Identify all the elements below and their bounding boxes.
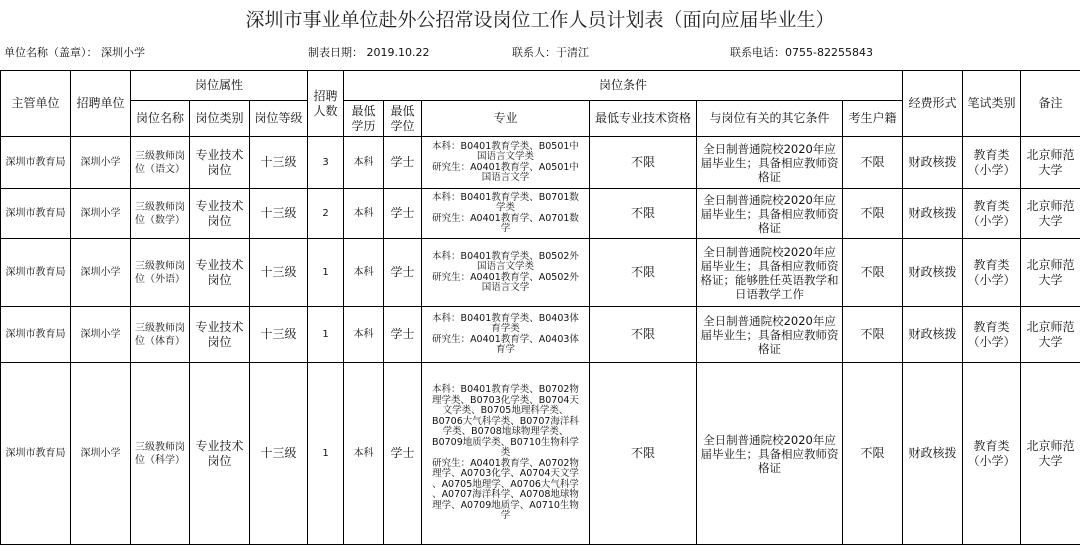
cell-fund: 财政核拨: [903, 307, 963, 363]
major-line: 本科：B0401教育学类、B0403体: [432, 312, 579, 324]
cell-degree: 学士: [384, 137, 422, 189]
cell-fund: 财政核拨: [903, 363, 963, 545]
cell-hukou: 不限: [843, 363, 903, 545]
cell-note: 北京师范大学: [1021, 239, 1080, 307]
major-line: 研究生：A0401教育学、A0702物: [432, 457, 579, 469]
cell-count: 1: [308, 363, 344, 545]
cell-edu: 本科: [344, 363, 384, 545]
major-line: 育学类: [491, 323, 520, 334]
header-name: 岗位名称: [131, 101, 190, 137]
cell-major: [422, 189, 590, 239]
major-line: 类: [500, 447, 511, 459]
cell-level: 十三级: [250, 189, 308, 239]
unit-name: 单位名称（盖章）： 深圳小学: [4, 46, 145, 59]
table-row: [1, 307, 1080, 363]
major-line: 学类: [495, 202, 515, 213]
cell-tech: 不限: [590, 363, 697, 545]
table-row: [1, 363, 1080, 545]
cell-count: 1: [308, 307, 344, 363]
cell-dept: 深圳市教育局: [1, 239, 71, 307]
cell-major: [422, 239, 590, 307]
cell-dept: 深圳市教育局: [1, 307, 71, 363]
cell-count: 3: [308, 137, 344, 189]
cell-exam: 教育类（小学）: [963, 189, 1021, 239]
cell-count: 2: [308, 189, 344, 239]
cell-degree: 学士: [384, 189, 422, 239]
cell-other: 全日制普通院校2020年应届毕业生；具备相应教师资格证: [697, 307, 843, 363]
cell-degree: 学士: [384, 363, 422, 545]
cell-fund: 财政核拨: [903, 239, 963, 307]
cell-unit: 深圳小学: [71, 137, 131, 189]
header-other: 与岗位有关的其它条件: [697, 101, 843, 137]
major-line: 研究生：A0401教育学、A0403体: [432, 333, 579, 345]
cell-level: 十三级: [250, 363, 308, 545]
major-line: 本科：B0401教育学类、B0502外: [432, 250, 579, 262]
major-line: 理学、A0703化学、A0704天文学: [432, 468, 579, 480]
cell-fund: 财政核拨: [903, 189, 963, 239]
cell-name: 三级教师岗位（科学）: [131, 363, 190, 545]
major-line: 、A0705地理学、A0706大气科学: [432, 478, 579, 490]
cell-hukou: 不限: [843, 239, 903, 307]
header-edu: 最低学历: [344, 101, 384, 137]
cell-cat: 专业技术岗位: [190, 239, 250, 307]
cell-name: 三级教师岗位（体育）: [131, 307, 190, 363]
plan-table: [0, 70, 1080, 545]
cell-edu: 本科: [344, 137, 384, 189]
cell-exam: 教育类（小学）: [963, 307, 1021, 363]
cell-name: 三级教师岗位（语文）: [131, 137, 190, 189]
cell-other: 全日制普通院校2020年应届毕业生；具备相应教师资格证；能够胜任英语教学和日语教学工作: [697, 239, 843, 307]
major-line: 理学、A0709地质学、A0710生物: [432, 499, 579, 511]
cell-fund: 财政核拨: [903, 137, 963, 189]
page-title: 深圳市事业单位赴外公招常设岗位工作人员计划表（面向应届毕业生）: [245, 9, 835, 31]
cell-note: 北京师范大学: [1021, 363, 1080, 545]
header-level: 岗位等级: [250, 101, 308, 137]
cell-dept: 深圳市教育局: [1, 363, 71, 545]
cell-name: 三级教师岗位（数学）: [131, 189, 190, 239]
cell-edu: 本科: [344, 239, 384, 307]
cell-edu: 本科: [344, 307, 384, 363]
major-line: 研究生：A0401教育学、A0701数: [432, 212, 579, 224]
table-row: [1, 239, 1080, 307]
header-major: 专业: [422, 101, 590, 137]
cell-note: 北京师范大学: [1021, 307, 1080, 363]
major-line: 研究生：A0401教育学、A0502外: [432, 271, 579, 283]
major-line: 理学类、B0703化学类、B0704天: [432, 394, 579, 406]
table-date: 制表日期： 2019.10.22: [308, 46, 430, 59]
cell-major: [422, 307, 590, 363]
cell-hukou: 不限: [843, 189, 903, 239]
cell-major: [422, 363, 590, 545]
header-cat: 岗位类别: [190, 101, 250, 137]
major-line: 育学: [495, 344, 515, 355]
major-line: 国语言文学类: [476, 261, 534, 272]
major-line: 学: [500, 510, 511, 522]
header-degree: 最低学位: [384, 101, 422, 137]
cell-dept: 深圳市教育局: [1, 137, 71, 189]
cell-cat: 专业技术岗位: [190, 307, 250, 363]
major-line: 研究生：A0401教育学、A0501中: [432, 161, 579, 173]
header-cond: 岗位条件: [344, 71, 903, 101]
cell-unit: 深圳小学: [71, 363, 131, 545]
cell-exam: 教育类（小学）: [963, 137, 1021, 189]
cell-degree: 学士: [384, 239, 422, 307]
cell-level: 十三级: [250, 307, 308, 363]
table-row: [1, 189, 1080, 239]
major-line: 国语言文学: [481, 282, 530, 293]
cell-note: 北京师范大学: [1021, 137, 1080, 189]
contact-phone: 联系电话：0755-82255843: [730, 46, 873, 59]
major-line: 本科：B0401教育学类、B0701数: [432, 191, 579, 203]
header-attr: 岗位属性: [131, 71, 308, 101]
major-line: 、A0707海洋科学、A0708地球物: [432, 489, 579, 501]
cell-unit: 深圳小学: [71, 239, 131, 307]
major-line: 国语言文学: [481, 172, 530, 183]
major-line: 学: [500, 223, 511, 234]
major-line: 国语言文学类: [476, 151, 534, 162]
header-tech: 最低专业技术资格: [590, 101, 697, 137]
header-fund: 经费形式: [903, 71, 963, 137]
header-dept: 主管单位: [1, 71, 71, 137]
contact-person: 联系人：于清江: [512, 46, 589, 59]
cell-exam: 教育类（小学）: [963, 239, 1021, 307]
cell-dept: 深圳市教育局: [1, 189, 71, 239]
cell-degree: 学士: [384, 307, 422, 363]
cell-hukou: 不限: [843, 307, 903, 363]
cell-tech: 不限: [590, 137, 697, 189]
cell-other: 全日制普通院校2020年应届毕业生；具备相应教师资格证: [697, 189, 843, 239]
header-note: 备注: [1021, 71, 1080, 137]
cell-unit: 深圳小学: [71, 189, 131, 239]
cell-name: 三级教师岗位（外语）: [131, 239, 190, 307]
cell-level: 十三级: [250, 137, 308, 189]
cell-cat: 专业技术岗位: [190, 363, 250, 545]
cell-major: [422, 137, 590, 189]
cell-edu: 本科: [344, 189, 384, 239]
table-row: [1, 137, 1080, 189]
cell-cat: 专业技术岗位: [190, 189, 250, 239]
cell-tech: 不限: [590, 307, 697, 363]
major-line: 本科：B0401教育学类、B0501中: [432, 140, 579, 152]
major-line: B0706大气科学类、B0707海洋科: [432, 415, 579, 427]
header-unit: 招聘单位: [71, 71, 131, 137]
cell-level: 十三级: [250, 239, 308, 307]
cell-other: 全日制普通院校2020年应届毕业生；具备相应教师资格证: [697, 363, 843, 545]
major-line: 学类、B0708地球物理学类、: [442, 426, 569, 438]
cell-exam: 教育类（小学）: [963, 363, 1021, 545]
header-count: 招聘人数: [308, 71, 344, 137]
major-line: B0709地质学类、B0710生物科学: [432, 436, 579, 448]
major-line: 文学类、B0705地理科学类、: [442, 405, 569, 417]
cell-note: 北京师范大学: [1021, 189, 1080, 239]
header-hukou: 考生户籍: [843, 101, 903, 137]
cell-unit: 深圳小学: [71, 307, 131, 363]
cell-other: 全日制普通院校2020年应届毕业生；具备相应教师资格证: [697, 137, 843, 189]
cell-count: 1: [308, 239, 344, 307]
cell-tech: 不限: [590, 239, 697, 307]
major-line: 本科：B0401教育学类、B0702物: [432, 384, 579, 396]
cell-tech: 不限: [590, 189, 697, 239]
header-exam: 笔试类别: [963, 71, 1021, 137]
cell-hukou: 不限: [843, 137, 903, 189]
cell-cat: 专业技术岗位: [190, 137, 250, 189]
